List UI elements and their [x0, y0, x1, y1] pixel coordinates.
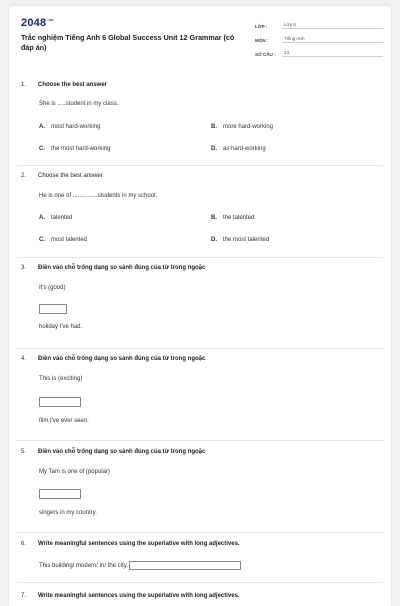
meta-subject: MÔN : Tiếng Anh	[255, 32, 383, 43]
answer-input-5[interactable]	[39, 489, 81, 499]
answer-input-4[interactable]	[39, 397, 81, 407]
divider	[17, 532, 383, 533]
question-stem: It's (good)	[39, 285, 66, 291]
worksheet	[9, 6, 391, 606]
option-2c[interactable]: C. most talented	[39, 237, 88, 243]
divider	[17, 348, 383, 349]
question-2: 2. Choose the best answer	[21, 173, 103, 179]
meta-question-count: SỐ CÂU : 13	[255, 46, 383, 57]
question-prompt: Write meaningful sentences using the superlative with long adjectives.	[38, 593, 240, 599]
page-title: Trắc nghiệm Tiếng Anh 6 Global Success Unit 12 Grammar (có đáp án)	[21, 33, 235, 52]
option-2b[interactable]: B. the talented	[211, 215, 255, 221]
question-stem: This is (exciting)	[39, 376, 83, 382]
question-prompt: Điền vào chỗ trống dạng so sánh đúng của từ trong ngoặc	[38, 265, 206, 271]
question-7: 7. Write meaningful sentences using the superlative with long adjectives.	[21, 593, 240, 599]
divider	[17, 165, 383, 166]
question-6: 6. Write meaningful sentences using the superlative with long adjectives.	[21, 541, 240, 547]
question-4: 4. Điền vào chỗ trống dạng so sánh đúng của từ trong ngoặc	[21, 356, 206, 362]
meta-panel	[255, 18, 383, 60]
meta-class: LỚP : Lớp 6	[255, 18, 383, 29]
divider	[17, 582, 383, 583]
option-1b[interactable]: B. more hard-working	[211, 124, 274, 130]
worksheet-header	[9, 6, 391, 76]
question-1: 1. Choose the best answer	[21, 82, 108, 88]
option-1c[interactable]: C. the most hard-working	[39, 146, 111, 152]
option-1a[interactable]: A. most hard-working	[39, 124, 101, 130]
answer-input-3[interactable]	[39, 304, 67, 314]
question-prompt: Choose the best answer	[38, 82, 108, 88]
question-prompt: Choose the best answer	[38, 173, 103, 179]
option-2d[interactable]: D. the most talented	[211, 237, 270, 243]
option-2a[interactable]: A. talented	[39, 215, 73, 221]
question-prompt: Điền vào chỗ trống dạng so sánh đúng của từ trong ngoặc	[38, 356, 206, 362]
question-stem-tail: film I've ever seen.	[39, 418, 89, 424]
site-logo[interactable]: $2048^{.vn}$	[21, 17, 54, 29]
question-3: 3. Điền vào chỗ trống dạng so sánh đúng của từ trong ngoặc	[21, 265, 206, 271]
question-stem-tail: singers in my country.	[39, 510, 97, 516]
question-stem: He is one of ...............students in my school.	[39, 193, 158, 199]
divider	[17, 440, 383, 441]
question-stem: My Tam is one of (popular)	[39, 469, 110, 475]
divider	[17, 257, 383, 258]
question-prompt: Điền vào chỗ trống dạng so sánh đúng của từ trong ngoặc	[38, 449, 206, 455]
question-stem: This building/ modern/ in/ the city.	[39, 561, 241, 570]
answer-input-6[interactable]	[129, 561, 241, 570]
option-1d[interactable]: D. as hard-working	[211, 146, 266, 152]
question-5: 5. Điền vào chỗ trống dạng so sánh đúng của từ trong ngoặc	[21, 449, 206, 455]
question-prompt: Write meaningful sentences using the superlative with long adjectives.	[38, 541, 240, 547]
question-stem-tail: holiday I've had.	[39, 324, 83, 330]
question-stem: She is .....student in my class.	[39, 101, 119, 107]
